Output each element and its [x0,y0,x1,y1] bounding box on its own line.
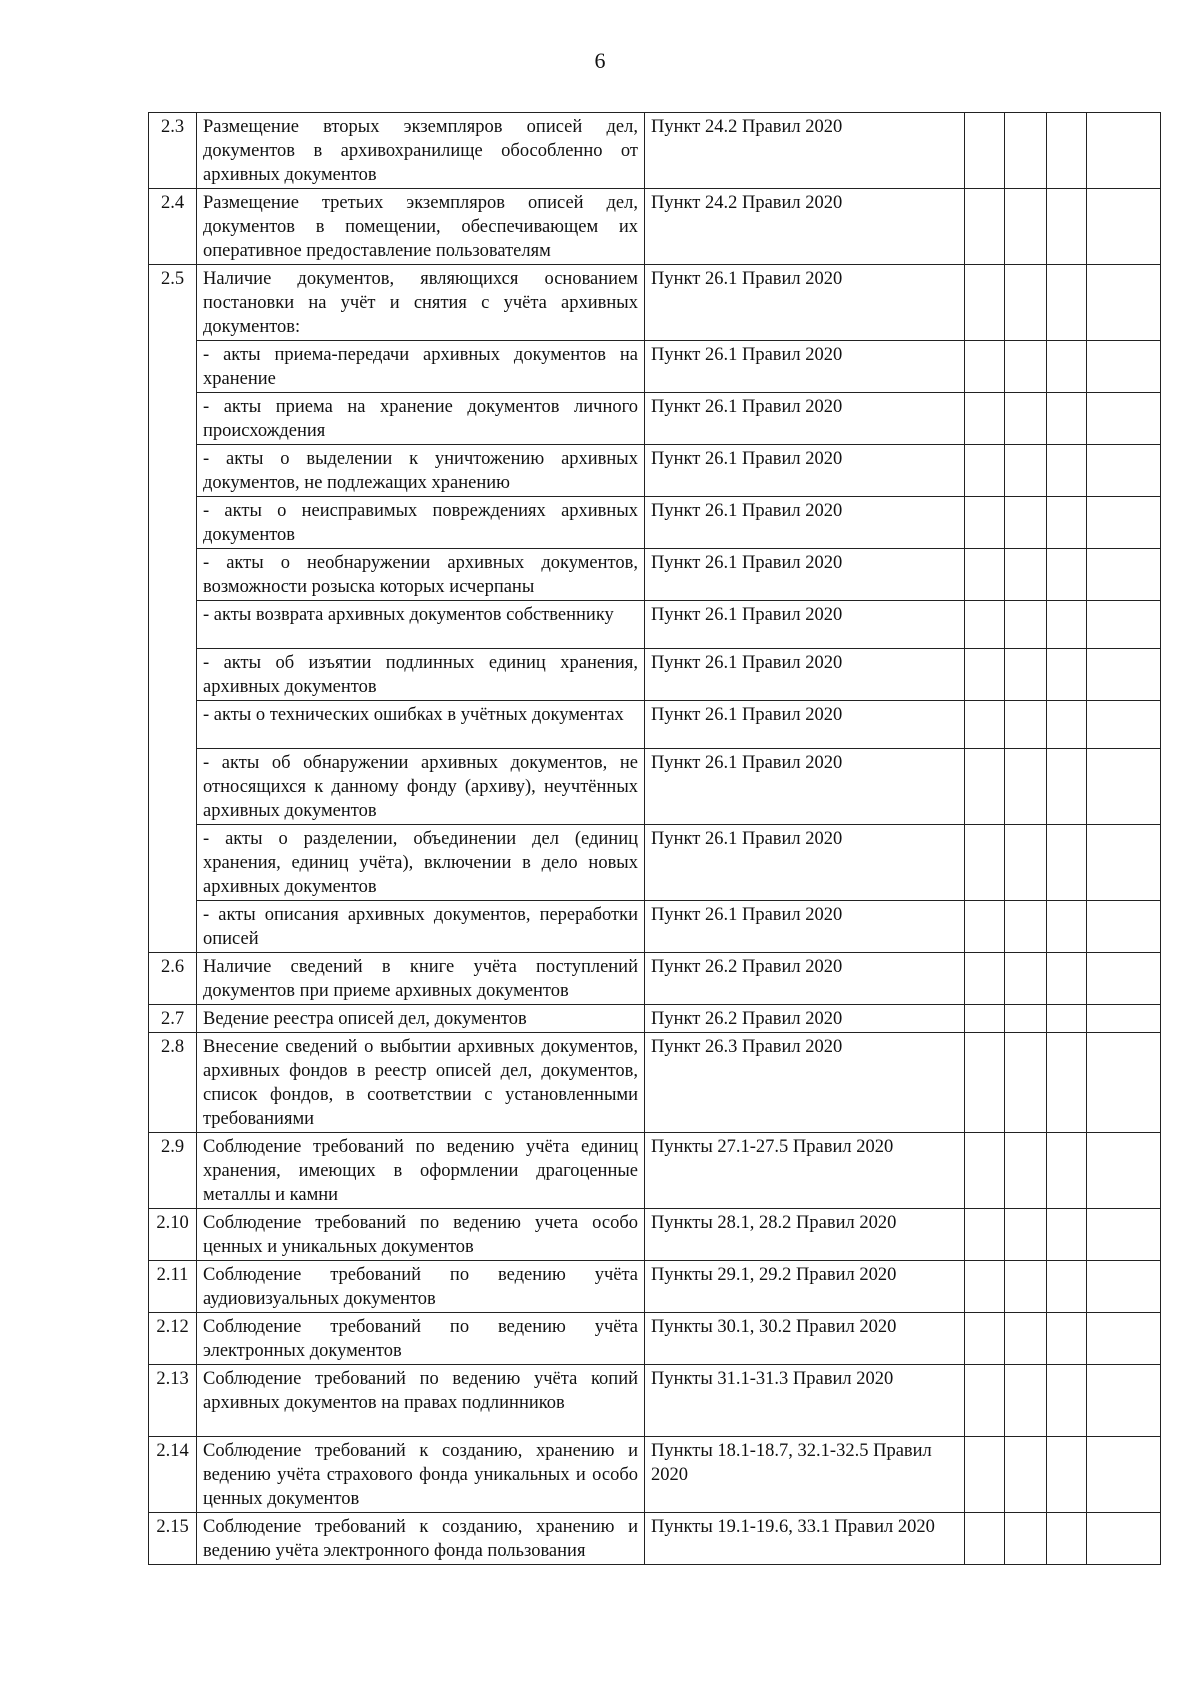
item-number: 2.9 [149,1133,197,1209]
rule-reference: Пункт 26.1 Правил 2020 [645,497,965,549]
checkbox-cell [1087,393,1161,445]
rule-reference: Пункты 31.1-31.3 Правил 2020 [645,1365,965,1437]
item-number: 2.5 [149,265,197,953]
checkbox-cell [965,1365,1005,1437]
table-row [149,341,1161,393]
requirement-description: - акты о технических ошибках в учётных документах [197,701,645,749]
checkbox-cell [1047,749,1087,825]
checkbox-cell [1005,1005,1047,1033]
table-row [149,1033,1161,1133]
requirement-description: - акты о выделении к уничтожению архивных документов, не подлежащих хранению [197,445,645,497]
checkbox-cell [1005,1437,1047,1513]
checkbox-cell [1005,549,1047,601]
checkbox-cell [1047,1313,1087,1365]
checkbox-cell [1047,825,1087,901]
checkbox-cell [1047,1261,1087,1313]
requirement-description: - акты приема на хранение документов личного происхождения [197,393,645,445]
checkbox-cell [1005,1513,1047,1565]
checkbox-cell [1005,649,1047,701]
table-row [149,749,1161,825]
checkbox-cell [1047,549,1087,601]
checkbox-cell [1087,601,1161,649]
checkbox-cell [1047,1513,1087,1565]
table-row [149,189,1161,265]
checkbox-cell [1005,445,1047,497]
table-row [149,113,1161,189]
checkbox-cell [1087,189,1161,265]
checkbox-cell [965,497,1005,549]
requirement-description: - акты о необнаружении архивных документов, возможности розыска которых исчерпаны [197,549,645,601]
checkbox-cell [965,1209,1005,1261]
checkbox-cell [965,1313,1005,1365]
table-row [149,497,1161,549]
checkbox-cell [1005,393,1047,445]
checkbox-cell [965,341,1005,393]
item-number: 2.7 [149,1005,197,1033]
requirement-description: Ведение реестра описей дел, документов [197,1005,645,1033]
checkbox-cell [1087,445,1161,497]
table-row [149,701,1161,749]
checkbox-cell [965,1437,1005,1513]
rule-reference: Пункт 26.2 Правил 2020 [645,953,965,1005]
checkbox-cell [1047,953,1087,1005]
checkbox-cell [1047,113,1087,189]
item-number: 2.10 [149,1209,197,1261]
checkbox-cell [965,825,1005,901]
table-row [149,1437,1161,1513]
requirement-description: Наличие сведений в книге учёта поступлений документов при приеме архивных документов [197,953,645,1005]
rule-reference: Пункты 18.1-18.7, 32.1-32.5 Правил 2020 [645,1437,965,1513]
checkbox-cell [1047,1133,1087,1209]
checkbox-cell [965,549,1005,601]
checkbox-cell [1087,1365,1161,1437]
checkbox-cell [1005,701,1047,749]
checkbox-cell [1047,189,1087,265]
checkbox-cell [1087,1437,1161,1513]
rule-reference: Пункт 26.1 Правил 2020 [645,825,965,901]
checkbox-cell [1087,825,1161,901]
rule-reference: Пункты 27.1-27.5 Правил 2020 [645,1133,965,1209]
table-row [149,825,1161,901]
item-number: 2.14 [149,1437,197,1513]
requirement-description: - акты описания архивных документов, переработки описей [197,901,645,953]
checkbox-cell [1005,113,1047,189]
checkbox-cell [1047,649,1087,701]
table-row [149,1513,1161,1565]
table-row [149,549,1161,601]
checkbox-cell [1047,1033,1087,1133]
checkbox-cell [1087,749,1161,825]
checkbox-cell [965,953,1005,1005]
checkbox-cell [1087,649,1161,701]
rule-reference: Пункт 26.2 Правил 2020 [645,1005,965,1033]
rule-reference: Пункт 26.1 Правил 2020 [645,393,965,445]
checkbox-cell [965,1133,1005,1209]
checkbox-cell [1047,701,1087,749]
checkbox-cell [965,1513,1005,1565]
checkbox-cell [1087,1005,1161,1033]
rule-reference: Пункт 26.1 Правил 2020 [645,601,965,649]
checkbox-cell [1005,825,1047,901]
rule-reference: Пункты 29.1, 29.2 Правил 2020 [645,1261,965,1313]
checkbox-cell [1005,749,1047,825]
checkbox-cell [1087,1313,1161,1365]
requirement-description: Соблюдение требований по ведению учёта единиц хранения, имеющих в оформлении драгоценные металлы и камни [197,1133,645,1209]
checkbox-cell [1005,1133,1047,1209]
table-row [149,601,1161,649]
checkbox-cell [1005,901,1047,953]
table-row [149,265,1161,341]
checkbox-cell [965,1261,1005,1313]
checkbox-cell [1087,113,1161,189]
checkbox-cell [1087,1033,1161,1133]
table-row [149,1209,1161,1261]
checkbox-cell [1087,497,1161,549]
checkbox-cell [965,189,1005,265]
checkbox-cell [1047,1005,1087,1033]
rule-reference: Пункт 26.1 Правил 2020 [645,445,965,497]
checkbox-cell [1047,341,1087,393]
checkbox-cell [965,901,1005,953]
table-row [149,393,1161,445]
checkbox-cell [1047,393,1087,445]
table-row [149,1313,1161,1365]
item-number: 2.11 [149,1261,197,1313]
checkbox-cell [1087,1513,1161,1565]
rule-reference: Пункты 28.1, 28.2 Правил 2020 [645,1209,965,1261]
item-number: 2.6 [149,953,197,1005]
item-number: 2.3 [149,113,197,189]
rule-reference: Пункты 19.1-19.6, 33.1 Правил 2020 [645,1513,965,1565]
checkbox-cell [1047,1209,1087,1261]
checkbox-cell [1005,1261,1047,1313]
checkbox-cell [1047,497,1087,549]
table-row [149,1261,1161,1313]
checkbox-cell [965,649,1005,701]
checkbox-cell [1047,445,1087,497]
table-row [149,1133,1161,1209]
checkbox-cell [965,749,1005,825]
requirement-description: Соблюдение требований по ведению учета особо ценных и уникальных документов [197,1209,645,1261]
table-row [149,1005,1161,1033]
checkbox-cell [1005,601,1047,649]
checkbox-cell [1087,1261,1161,1313]
checkbox-cell [1087,953,1161,1005]
requirement-description: Соблюдение требований по ведению учёта аудиовизуальных документов [197,1261,645,1313]
checkbox-cell [1087,265,1161,341]
item-number: 2.13 [149,1365,197,1437]
checkbox-cell [1005,265,1047,341]
requirement-description: - акты о разделении, объединении дел (единиц хранения, единиц учёта), включении в дело новых архивных документов [197,825,645,901]
item-number: 2.8 [149,1033,197,1133]
checkbox-cell [965,445,1005,497]
rule-reference: Пункт 26.1 Правил 2020 [645,901,965,953]
checkbox-cell [965,701,1005,749]
rule-reference: Пункт 26.1 Правил 2020 [645,265,965,341]
checkbox-cell [1047,601,1087,649]
requirement-description: - акты возврата архивных документов собственнику [197,601,645,649]
checkbox-cell [1005,1209,1047,1261]
checkbox-cell [1005,953,1047,1005]
rule-reference: Пункт 26.1 Правил 2020 [645,701,965,749]
checkbox-cell [965,1005,1005,1033]
checkbox-cell [965,393,1005,445]
rule-reference: Пункт 24.2 Правил 2020 [645,113,965,189]
table-row [149,445,1161,497]
checkbox-cell [1087,901,1161,953]
checkbox-cell [1087,341,1161,393]
requirement-description: - акты приема-передачи архивных документов на хранение [197,341,645,393]
requirement-description: - акты об изъятии подлинных единиц хранения, архивных документов [197,649,645,701]
requirement-description: Соблюдение требований к созданию, хранению и ведению учёта страхового фонда уникальных и особо ценных документов [197,1437,645,1513]
item-number: 2.15 [149,1513,197,1565]
table-row [149,953,1161,1005]
checkbox-cell [1087,549,1161,601]
requirement-description: Соблюдение требований по ведению учёта копий архивных документов на правах подлинников [197,1365,645,1437]
rule-reference: Пункты 30.1, 30.2 Правил 2020 [645,1313,965,1365]
checkbox-cell [1005,341,1047,393]
checkbox-cell [1005,497,1047,549]
checkbox-cell [1047,1437,1087,1513]
checkbox-cell [1087,1133,1161,1209]
requirement-description: Соблюдение требований к созданию, хранению и ведению учёта электронного фонда пользования [197,1513,645,1565]
checkbox-cell [1005,1313,1047,1365]
requirement-description: Размещение третьих экземпляров описей дел, документов в помещении, обеспечивающем их оперативное предоставление пользователям [197,189,645,265]
requirement-description: Соблюдение требований по ведению учёта электронных документов [197,1313,645,1365]
rule-reference: Пункт 26.1 Правил 2020 [645,649,965,701]
checklist-table [148,112,1161,1565]
checkbox-cell [1005,1365,1047,1437]
checkbox-cell [965,1033,1005,1133]
table-row [149,1365,1161,1437]
checkbox-cell [1087,1209,1161,1261]
rule-reference: Пункт 24.2 Правил 2020 [645,189,965,265]
requirement-description: Внесение сведений о выбытии архивных документов, архивных фондов в реестр описей дел, документов, список фондов, в соответствии с установленными требованиями [197,1033,645,1133]
requirement-description: Размещение вторых экземпляров описей дел, документов в архивохранилище обособленно от архивных документов [197,113,645,189]
item-number: 2.12 [149,1313,197,1365]
page-number: 6 [594,48,606,73]
checkbox-cell [1047,265,1087,341]
requirement-description: - акты о неисправимых повреждениях архивных документов [197,497,645,549]
checkbox-cell [1047,901,1087,953]
checkbox-cell [1047,1365,1087,1437]
checkbox-cell [1005,1033,1047,1133]
checkbox-cell [965,265,1005,341]
rule-reference: Пункт 26.3 Правил 2020 [645,1033,965,1133]
rule-reference: Пункт 26.1 Правил 2020 [645,341,965,393]
rule-reference: Пункт 26.1 Правил 2020 [645,749,965,825]
checkbox-cell [1087,701,1161,749]
table-row [149,901,1161,953]
table-row [149,649,1161,701]
item-number: 2.4 [149,189,197,265]
rule-reference: Пункт 26.1 Правил 2020 [645,549,965,601]
requirement-description: Наличие документов, являющихся основанием постановки на учёт и снятия с учёта архивных документов: [197,265,645,341]
requirement-description: - акты об обнаружении архивных документов, не относящихся к данному фонду (архиву), неучтённых архивных документов [197,749,645,825]
checkbox-cell [965,113,1005,189]
checkbox-cell [965,601,1005,649]
checkbox-cell [1005,189,1047,265]
